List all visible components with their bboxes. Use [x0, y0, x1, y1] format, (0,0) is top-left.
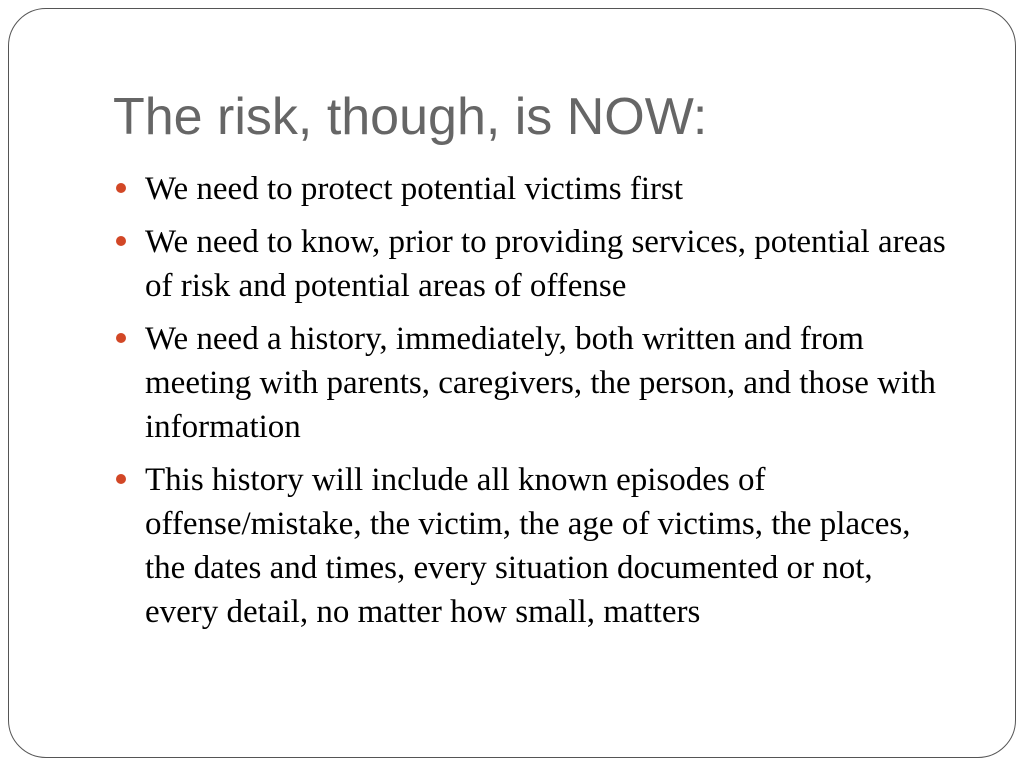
bullet-dot-icon: [116, 236, 126, 246]
bullet-line: every detail, no matter how small, matters: [145, 594, 701, 630]
bullet-line: offense/mistake, the victim, the age of victims, the places,: [145, 506, 911, 542]
bullet-line: We need to know, prior to providing services, potential areas: [145, 224, 946, 260]
bullet-line: We need to protect potential victims first: [145, 171, 684, 207]
bullet-line: information: [145, 409, 301, 445]
bullet-line: We need a history, immediately, both written and from: [145, 321, 864, 357]
bullet-line: meeting with parents, caregivers, the person, and those with: [145, 365, 936, 401]
bullet-item: [0, 167, 946, 211]
bullet-item: [0, 317, 946, 449]
bullet-item: [0, 220, 946, 308]
bullet-line: the dates and times, every situation documented or not,: [145, 550, 873, 586]
slide-title: The risk, though, is NOW:: [113, 88, 708, 146]
bullet-dot-icon: [116, 474, 126, 484]
bullet-dot-icon: [116, 183, 126, 193]
bullet-list: [0, 167, 946, 643]
bullet-line: of risk and potential areas of offense: [145, 268, 627, 304]
bullet-item: [0, 458, 946, 634]
bullet-dot-icon: [116, 333, 126, 343]
bullet-line: This history will include all known episodes of: [145, 462, 766, 498]
